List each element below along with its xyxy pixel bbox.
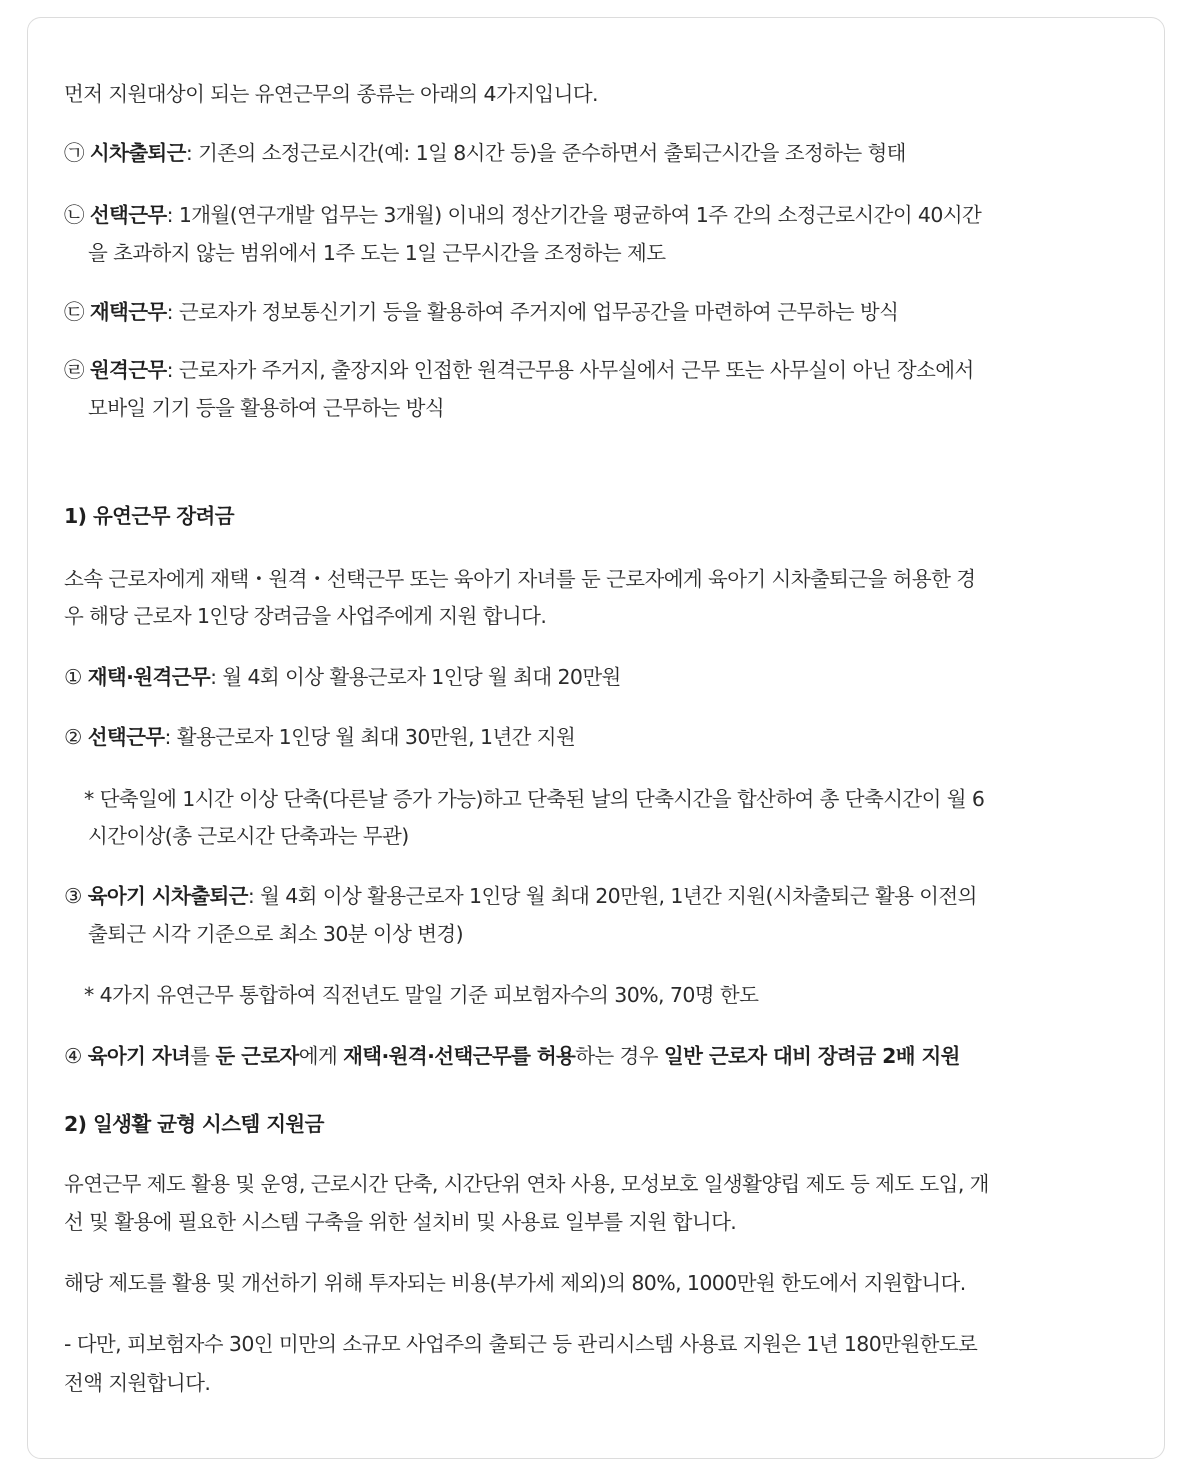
section2-para3-line1: - 다만, 피보험자수 30인 미만의 소규모 사업주의 출퇴근 등 관리시스템 사용료 지원은 1년 180만원한도로 [64,1332,978,1356]
type-seontaek [64,197,981,234]
section2-para2: 해당 제도를 활용 및 개선하기 위해 투자되는 비용(부가세 제외)의 80%, 1000만원 한도에서 지원합니다. [64,1271,966,1295]
section1-para-line1: 소속 근로자에게 재택・원격・선택근무 또는 육아기 자녀를 둔 근로자에게 육아기 시차출퇴근을 허용한 경 [64,567,976,591]
item-name: 육아기 시차출퇴근 [87,884,248,908]
item-name: 재택·원격근무 [87,665,211,689]
section2-heading: 2) 일생활 균형 시스템 지원금 [64,1112,324,1136]
section2-para3-line2: 전액 지원합니다. [64,1371,211,1395]
item-desc: : 활용근로자 1인당 월 최대 30만원, 1년간 지원 [164,725,576,749]
type-desc: : 근로자가 주거지, 출장지와 인접한 원격근무용 사무실에서 근무 또는 사무실이 아닌 장소에서 [166,358,974,382]
type-desc: : 근로자가 정보통신기기 등을 활용하여 주거지에 업무공간을 마련하여 근무하는 방식 [166,300,899,324]
type-desc: : 1개월(연구개발 업무는 3개월) 이내의 정산기간을 평균하여 1주 간의 소정근로시간이 40시간 [166,203,982,227]
type-marker: ㉡ [64,203,84,227]
type-sicha [64,135,906,172]
note-2: * 4가지 유연근무 통합하여 직전년도 말일 기준 피보험자수의 30%, 70명 한도 [84,983,759,1007]
type-name: 원격근무 [89,358,167,382]
item-marker: ③ [64,884,82,908]
type-wongyeok-cont: 모바일 기기 등을 활용하여 근무하는 방식 [88,396,445,420]
type-name: 선택근무 [89,203,167,227]
support-item-2 [64,719,575,756]
item-desc: : 월 4회 이상 활용근로자 1인당 월 최대 20만원 [210,665,621,689]
note-1-line1: * 단축일에 1시간 이상 단축(다른날 증가 가능)하고 단축된 날의 단축시간을 합산하여 총 단축시간이 월 6 [84,787,985,811]
item-marker: ① [64,665,82,689]
note-1-line2: 시간이상(총 근로시간 단축과는 무관) [88,824,409,848]
type-name: 재택근무 [89,300,167,324]
section2-para1-line2: 선 및 활용에 필요한 시스템 구축을 위한 설치비 및 사용료 일부를 지원 합니다. [64,1210,737,1234]
section1-heading: 1) 유연근무 장려금 [64,504,234,528]
item-marker: ④ [64,1044,82,1068]
support-item-3-cont: 출퇴근 시각 기준으로 최소 30분 이상 변경) [88,922,464,946]
support-item-4: ④ 육아기 자녀를 둔 근로자에게 재택·원격·선택근무를 허용하는 경우 일반 근로자 대비 장려금 2배 지원 [64,1044,960,1068]
type-marker: ㉢ [64,300,84,324]
item-name: 선택근무 [87,725,165,749]
item-desc: : 월 4회 이상 활용근로자 1인당 월 최대 20만원, 1년간 지원(시차출퇴근 활용 이전의 [247,884,977,908]
support-item-1 [64,659,621,696]
type-jaetaek [64,294,898,331]
type-marker: ㉣ [64,358,84,382]
intro-text: 먼저 지원대상이 되는 유연근무의 종류는 아래의 4가지입니다. [64,82,598,106]
support-item-3 [64,878,977,915]
type-name: 시차출퇴근 [89,141,186,165]
type-marker: ㉠ [64,141,84,165]
section2-para1-line1: 유연근무 제도 활용 및 운영, 근로시간 단축, 시간단위 연차 사용, 모성보호 일생활양립 제도 등 제도 도입, 개 [64,1172,989,1196]
item-marker: ② [64,725,82,749]
type-seontaek-cont: 을 초과하지 않는 범위에서 1주 도는 1일 근무시간을 조정하는 제도 [88,241,666,265]
type-desc: : 기존의 소정근로시간(예: 1일 8시간 등)을 준수하면서 출퇴근시간을 조정하는 형태 [185,141,906,165]
section1-para-line2: 우 해당 근로자 1인당 장려금을 사업주에게 지원 합니다. [64,604,547,628]
type-wongyeok [64,352,974,389]
